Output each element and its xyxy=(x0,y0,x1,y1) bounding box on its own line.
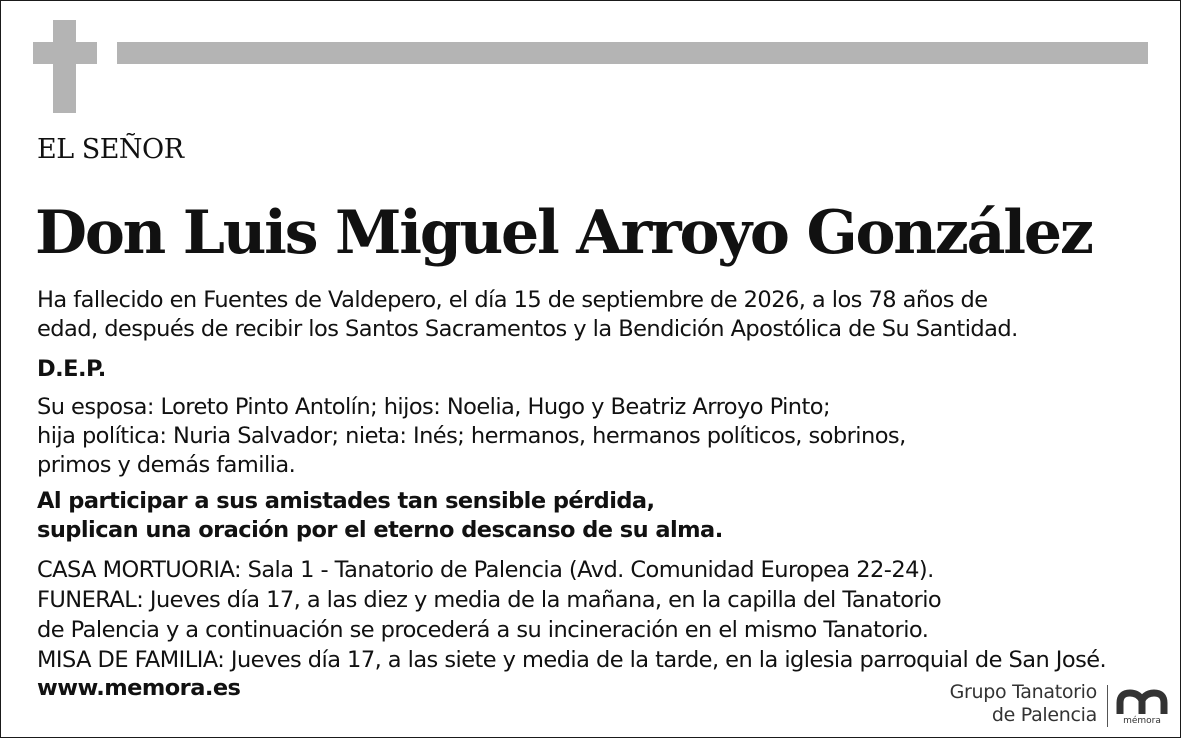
request-line-2: suplican una oración por el eterno descanso de su alma. xyxy=(37,517,723,543)
website-link[interactable]: www.memora.es xyxy=(37,675,241,701)
service-line-3: de Palencia y a continuación se procederá a su incineración en el mismo Tanatorio. xyxy=(37,617,929,643)
family-line-1: Su esposa: Loreto Pinto Antolín; hijos: Noelia, Hugo y Beatriz Arroyo Pinto; xyxy=(37,394,831,420)
intro-title: EL SEÑOR xyxy=(37,134,184,165)
funeral-home-line-2: de Palencia xyxy=(991,704,1097,726)
service-line-4: MISA DE FAMILIA: Jueves día 17, a las siete y media de la tarde, en la iglesia parroquial de San José. xyxy=(37,647,1107,673)
cross-icon-arm xyxy=(33,42,97,64)
memora-logo-word: mémora xyxy=(1123,716,1161,726)
death-line-2: edad, después de recibir los Santos Sacramentos y la Bendición Apostólica de Su Santidad. xyxy=(37,316,1018,342)
cross-icon xyxy=(53,20,76,113)
funeral-home-name xyxy=(901,681,1097,727)
header-bar xyxy=(117,42,1148,64)
logo-divider xyxy=(1107,685,1108,727)
service-line-1: CASA MORTUORIA: Sala 1 - Tanatorio de Palencia (Avd. Comunidad Europea 22-24). xyxy=(37,557,934,583)
family-line-2: hija política: Nuria Salvador; nieta: Inés; hermanos, hermanos políticos, sobrinos, xyxy=(37,423,906,449)
rip-label: D.E.P. xyxy=(37,356,106,382)
service-line-2: FUNERAL: Jueves día 17, a las diez y media de la mañana, en la capilla del Tanatorio xyxy=(37,587,942,613)
deceased-name: Don Luis Miguel Arroyo González xyxy=(35,198,1092,268)
death-line-1: Ha fallecido en Fuentes de Valdepero, el día 15 de septiembre de 2026, a los 78 años de xyxy=(37,287,988,313)
request-line-1: Al participar a sus amistades tan sensible pérdida, xyxy=(37,488,655,514)
funeral-home-line-1: Grupo Tanatorio xyxy=(949,681,1097,703)
family-line-3: primos y demás familia. xyxy=(37,452,296,478)
